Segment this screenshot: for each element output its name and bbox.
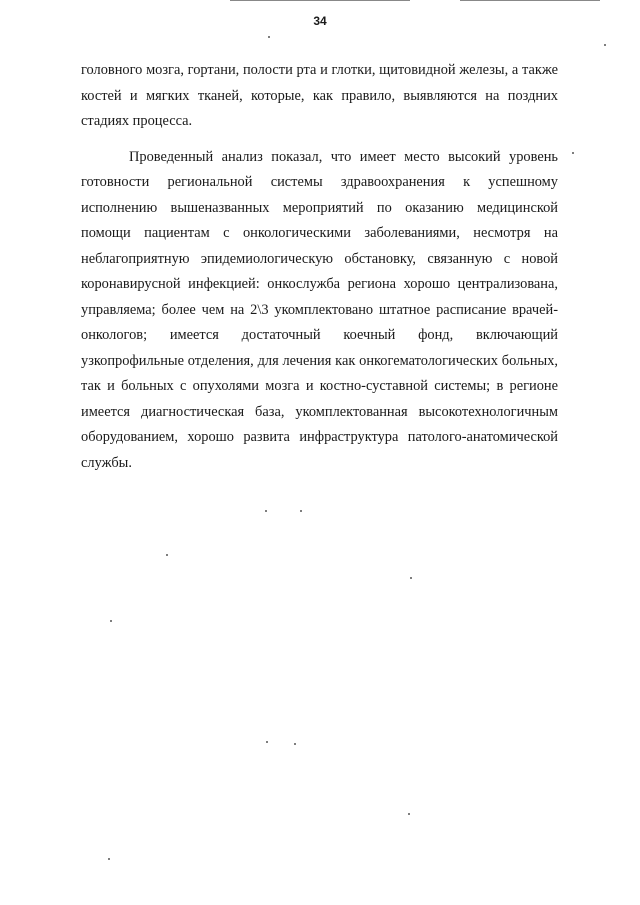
scan-speck — [408, 813, 410, 815]
scan-speck — [110, 620, 112, 622]
scan-speck — [604, 44, 606, 46]
scan-speck — [166, 554, 168, 556]
body-text — [81, 58, 558, 476]
paragraph-continuation: головного мозга, гортани, полости рта и глотки, щитовидной железы, а также костей и мягких тканей, которые, как правило, выявляются на поздних стадиях процесса. — [81, 62, 558, 129]
scan-edge-line — [460, 0, 600, 1]
scan-speck — [300, 510, 302, 512]
scan-speck — [410, 577, 412, 579]
scan-speck — [266, 741, 268, 743]
scan-speck — [294, 743, 296, 745]
page-number: 34 — [313, 14, 327, 28]
scan-speck — [572, 152, 574, 154]
scan-speck — [268, 36, 270, 38]
scan-speck — [108, 858, 110, 860]
paragraph-analysis: Проведенный анализ показал, что имеет место высокий уровень готовности региональной системы здравоохранения к успешному исполнению вышеназванных мероприятий по оказанию медицинской помощи пациентам с онкологическими заболеваниями, несмотря на неблагоприятную эпидемиологическую обстановку, связанную с новой коронавирусной инфекцией: онкослужба региона хорошо централизована, управляема; более чем на 2\3 укомплектовано штатное расписание врачей-онкологов; имеется достаточный коечный фонд, включающий узкопрофильные отделения, для лечения как онкогематологических больных, так и больных с опухолями мозга и костно-суставной системы; в регионе имеется диагностическая база, укомплектованная высокотехнологичным оборудованием, хорошо развита инфраструктура патолого-анатомической службы. — [81, 148, 558, 471]
scan-edge-line — [230, 0, 410, 1]
scan-speck — [265, 510, 267, 512]
